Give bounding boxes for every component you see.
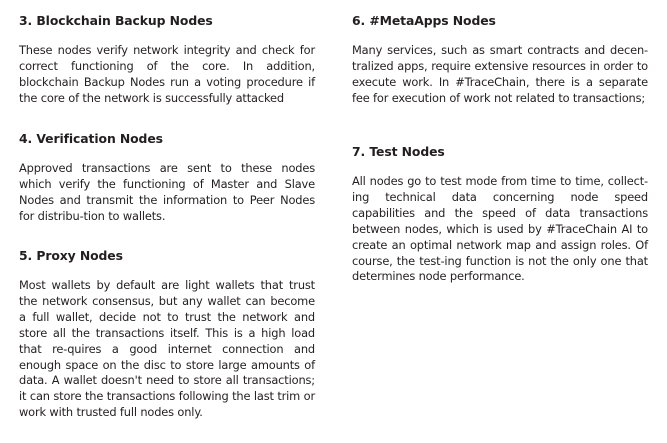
section-test-nodes: [352, 144, 648, 285]
section-heading: 4. Verification Nodes: [19, 131, 163, 146]
section-body: Many services, such as smart contracts and decen-tralized apps, require extensive resources in order to execute work. In #TraceChain, there is a separate fee for execution of work not related to transactions;: [352, 43, 648, 105]
section-body: All nodes go to test mode from time to time, collect-ing technical data concerning node speed capabilities and the speed of data transactions between nodes, which is used by #TraceChain AI to create an optimal network map and assign roles. Of course, the test-ing function is not the only one that determines node performance.: [352, 174, 648, 284]
section-blockchain-backup-nodes: [19, 13, 315, 107]
section-body: Approved transactions are sent to these nodes which verify the functioning of Master and Slave Nodes and transmit the information to Peer Nodes for distribu-tion to wallets.: [19, 161, 315, 223]
section-proxy-nodes: [19, 248, 315, 421]
section-body: Most wallets by default are light wallets that trust the network consensus, but any wallet can become a full wallet, decide not to trust the network and store all the transactions itself. This is a high load that re-quires a good internet connection and enough space on the disc to store large amounts of data. A wallet doesn't need to store all transactions; it can store the transactions following the last trim or work with trusted full nodes only.: [19, 278, 315, 420]
section-heading: 6. #MetaApps Nodes: [352, 13, 496, 28]
section-metaapps-nodes: [352, 13, 648, 107]
section-heading: 7. Test Nodes: [352, 144, 445, 159]
section-body: These nodes verify network integrity and check for correct functioning of the core. In addition, blockchain Backup Nodes run a voting procedure if the core of the network is successfully attacked: [19, 43, 315, 105]
section-heading: 3. Blockchain Backup Nodes: [19, 13, 213, 28]
section-verification-nodes: [19, 131, 315, 225]
section-heading: 5. Proxy Nodes: [19, 248, 123, 263]
